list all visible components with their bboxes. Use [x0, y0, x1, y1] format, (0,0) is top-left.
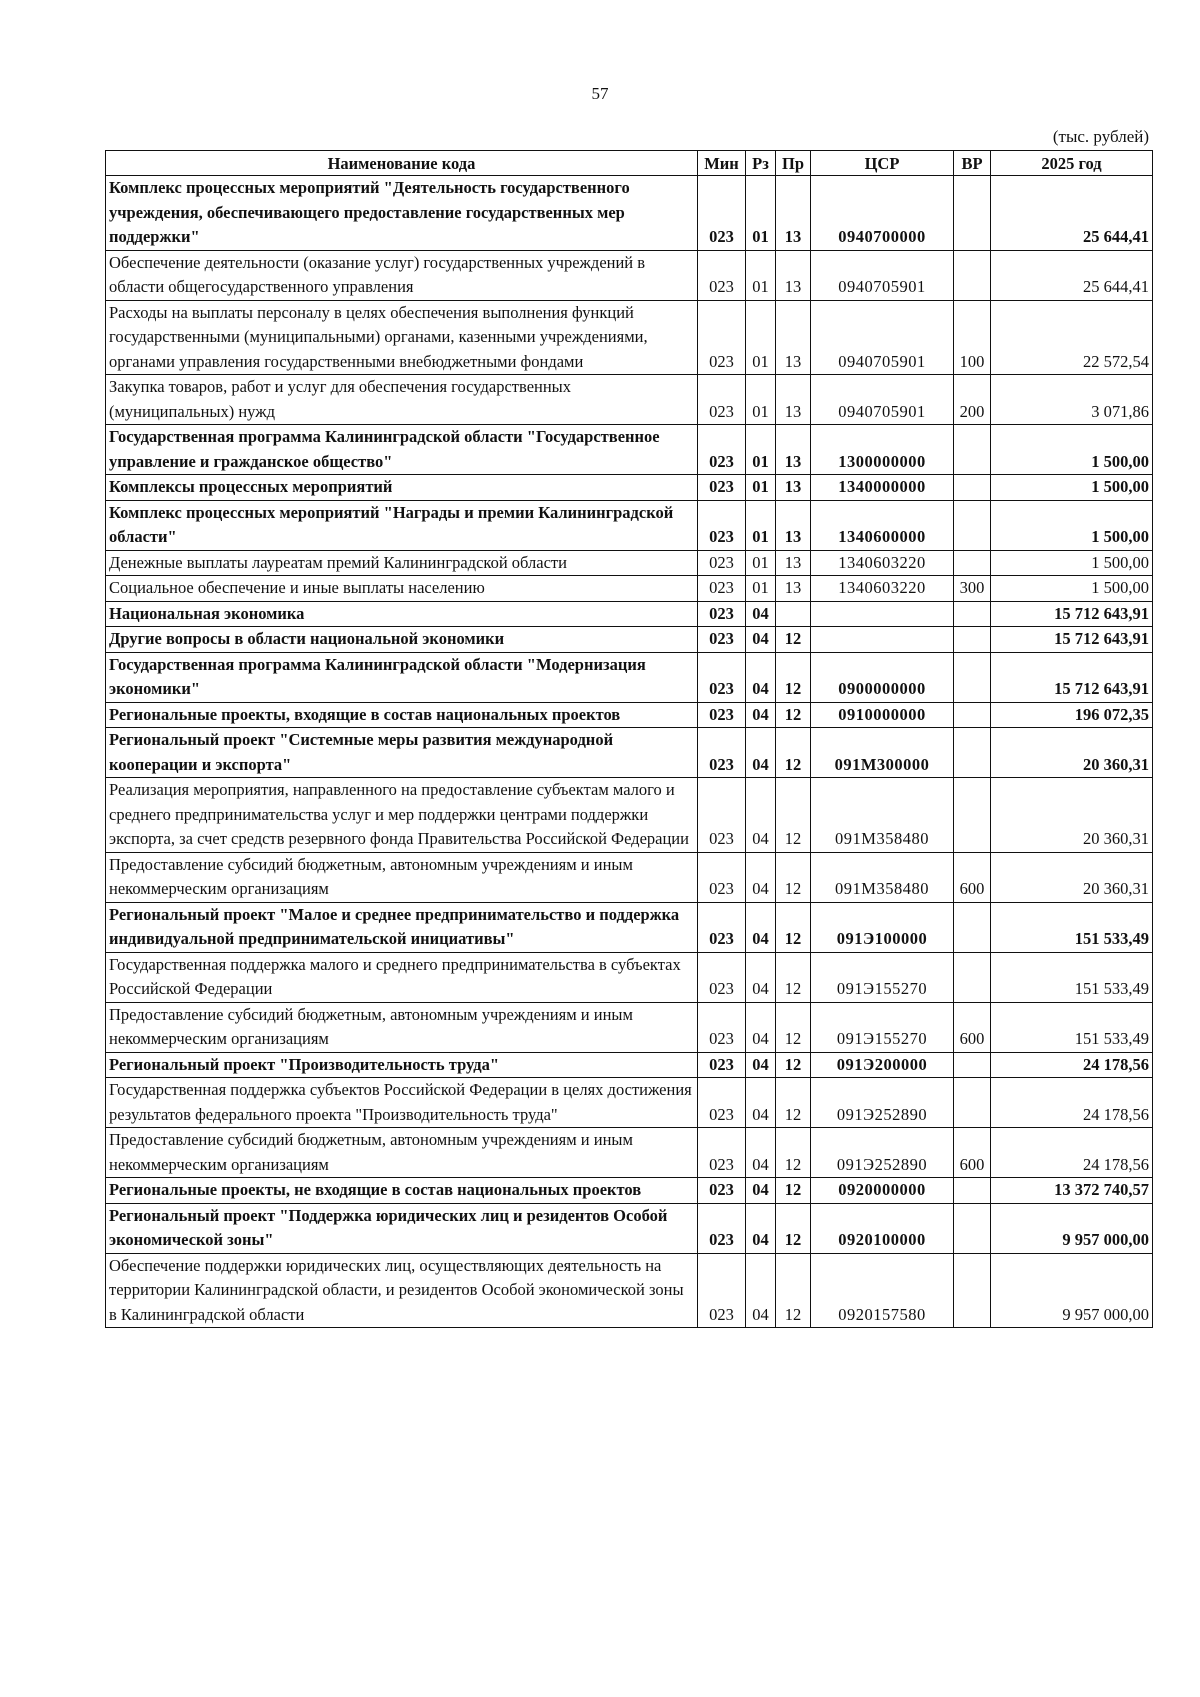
row-pr: 12 — [776, 1128, 811, 1178]
row-rz: 04 — [746, 902, 776, 952]
row-min: 023 — [698, 627, 746, 653]
row-name: Региональный проект "Производительность труда" — [106, 1052, 698, 1078]
row-name: Национальная экономика — [106, 601, 698, 627]
row-min: 023 — [698, 576, 746, 602]
row-vr: 100 — [954, 300, 991, 375]
row-sum: 24 178,56 — [991, 1128, 1153, 1178]
row-min: 023 — [698, 1253, 746, 1328]
row-min: 023 — [698, 728, 746, 778]
row-rz: 01 — [746, 250, 776, 300]
row-sum: 24 178,56 — [991, 1078, 1153, 1128]
row-pr: 12 — [776, 627, 811, 653]
row-sum: 15 712 643,91 — [991, 627, 1153, 653]
row-vr — [954, 176, 991, 251]
row-rz: 04 — [746, 1178, 776, 1204]
row-pr: 12 — [776, 652, 811, 702]
row-min: 023 — [698, 1203, 746, 1253]
row-csr — [811, 601, 954, 627]
row-csr: 091Э200000 — [811, 1052, 954, 1078]
row-pr: 13 — [776, 300, 811, 375]
row-name: Государственная программа Калининградской области "Государственное управление и гражданское общество" — [106, 425, 698, 475]
row-name: Государственная программа Калининградской области "Модернизация экономики" — [106, 652, 698, 702]
table-row — [106, 300, 1153, 375]
row-name: Комплекс процессных мероприятий "Награды и премии Калининградской области" — [106, 500, 698, 550]
row-min: 023 — [698, 652, 746, 702]
row-rz: 04 — [746, 852, 776, 902]
row-pr: 13 — [776, 576, 811, 602]
row-vr — [954, 1203, 991, 1253]
table-row — [106, 500, 1153, 550]
row-min: 023 — [698, 300, 746, 375]
table-row — [106, 902, 1153, 952]
row-rz: 01 — [746, 475, 776, 501]
row-rz: 04 — [746, 728, 776, 778]
row-sum: 1 500,00 — [991, 475, 1153, 501]
row-min: 023 — [698, 702, 746, 728]
row-vr — [954, 1178, 991, 1204]
row-csr: 0940705901 — [811, 375, 954, 425]
row-pr: 12 — [776, 1253, 811, 1328]
row-pr: 12 — [776, 702, 811, 728]
row-sum: 9 957 000,00 — [991, 1253, 1153, 1328]
row-rz: 04 — [746, 702, 776, 728]
row-pr: 12 — [776, 1052, 811, 1078]
row-name: Предоставление субсидий бюджетным, автономным учреждениям и иным некоммерческим организациям — [106, 1128, 698, 1178]
row-rz: 01 — [746, 500, 776, 550]
row-name: Региональный проект "Системные меры развития международной кооперации и экспорта" — [106, 728, 698, 778]
row-sum: 25 644,41 — [991, 250, 1153, 300]
table-row — [106, 375, 1153, 425]
table-row — [106, 475, 1153, 501]
row-csr: 1340600000 — [811, 500, 954, 550]
row-rz: 01 — [746, 176, 776, 251]
row-vr: 600 — [954, 1128, 991, 1178]
row-sum: 15 712 643,91 — [991, 601, 1153, 627]
row-sum: 9 957 000,00 — [991, 1203, 1153, 1253]
row-min: 023 — [698, 1052, 746, 1078]
row-rz: 04 — [746, 1128, 776, 1178]
row-name: Комплекс процессных мероприятий "Деятельность государственного учреждения, обеспечивающего предоставление государственных мер поддержки" — [106, 176, 698, 251]
row-pr: 12 — [776, 852, 811, 902]
row-sum: 151 533,49 — [991, 952, 1153, 1002]
row-vr — [954, 250, 991, 300]
row-vr: 600 — [954, 852, 991, 902]
table-row — [106, 1178, 1153, 1204]
row-pr: 13 — [776, 550, 811, 576]
table-row — [106, 728, 1153, 778]
row-csr: 091Э155270 — [811, 1002, 954, 1052]
budget-table — [105, 150, 1153, 1328]
row-rz: 04 — [746, 1002, 776, 1052]
row-sum: 24 178,56 — [991, 1052, 1153, 1078]
row-pr: 12 — [776, 1078, 811, 1128]
row-pr: 12 — [776, 1002, 811, 1052]
table-row — [106, 576, 1153, 602]
row-rz: 04 — [746, 1052, 776, 1078]
header-pr: Пр — [776, 151, 811, 176]
row-sum: 20 360,31 — [991, 852, 1153, 902]
row-pr: 13 — [776, 425, 811, 475]
table-row — [106, 1203, 1153, 1253]
row-pr: 13 — [776, 475, 811, 501]
row-rz: 01 — [746, 375, 776, 425]
row-vr — [954, 1078, 991, 1128]
row-name: Региональный проект "Малое и среднее предпринимательство и поддержка индивидуальной предпринимательской инициативы" — [106, 902, 698, 952]
table-row — [106, 550, 1153, 576]
row-csr: 091Э252890 — [811, 1128, 954, 1178]
row-pr — [776, 601, 811, 627]
row-rz: 04 — [746, 1078, 776, 1128]
row-vr — [954, 1052, 991, 1078]
row-min: 023 — [698, 375, 746, 425]
row-sum: 20 360,31 — [991, 778, 1153, 853]
header-csr: ЦСР — [811, 151, 954, 176]
row-csr: 0920000000 — [811, 1178, 954, 1204]
row-csr: 091Э252890 — [811, 1078, 954, 1128]
row-csr: 1340000000 — [811, 475, 954, 501]
row-vr — [954, 728, 991, 778]
table-header-row — [106, 151, 1153, 176]
row-csr: 0940705901 — [811, 300, 954, 375]
table-row — [106, 1052, 1153, 1078]
row-sum: 13 372 740,57 — [991, 1178, 1153, 1204]
row-csr: 0920100000 — [811, 1203, 954, 1253]
row-rz: 04 — [746, 601, 776, 627]
row-vr: 600 — [954, 1002, 991, 1052]
row-min: 023 — [698, 250, 746, 300]
row-csr: 0910000000 — [811, 702, 954, 728]
row-min: 023 — [698, 550, 746, 576]
row-name: Государственная поддержка субъектов Российской Федерации в целях достижения результатов федерального проекта "Производительность труда" — [106, 1078, 698, 1128]
row-csr: 091М358480 — [811, 852, 954, 902]
row-csr — [811, 627, 954, 653]
row-pr: 12 — [776, 1203, 811, 1253]
header-name: Наименование кода — [106, 151, 698, 176]
row-sum: 1 500,00 — [991, 425, 1153, 475]
row-sum: 1 500,00 — [991, 500, 1153, 550]
row-pr: 13 — [776, 176, 811, 251]
row-rz: 01 — [746, 550, 776, 576]
row-name: Предоставление субсидий бюджетным, автономным учреждениям и иным некоммерческим организациям — [106, 1002, 698, 1052]
row-rz: 04 — [746, 952, 776, 1002]
table-row — [106, 852, 1153, 902]
row-rz: 01 — [746, 300, 776, 375]
table-row — [106, 652, 1153, 702]
table-body — [106, 176, 1153, 1328]
row-name: Комплексы процессных мероприятий — [106, 475, 698, 501]
row-vr — [954, 627, 991, 653]
row-pr: 13 — [776, 375, 811, 425]
row-csr: 1300000000 — [811, 425, 954, 475]
row-pr: 12 — [776, 778, 811, 853]
table-row — [106, 627, 1153, 653]
row-vr — [954, 500, 991, 550]
row-csr: 091М300000 — [811, 728, 954, 778]
row-min: 023 — [698, 1078, 746, 1128]
header-year: 2025 год — [991, 151, 1153, 176]
row-sum: 1 500,00 — [991, 550, 1153, 576]
row-min: 023 — [698, 1178, 746, 1204]
units-note: (тыс. рублей) — [1052, 127, 1149, 146]
row-sum: 1 500,00 — [991, 576, 1153, 602]
row-vr — [954, 652, 991, 702]
row-vr — [954, 778, 991, 853]
row-sum: 15 712 643,91 — [991, 652, 1153, 702]
row-sum: 151 533,49 — [991, 1002, 1153, 1052]
row-rz: 04 — [746, 778, 776, 853]
row-sum: 151 533,49 — [991, 902, 1153, 952]
row-name: Обеспечение поддержки юридических лиц, осуществляющих деятельность на территории Калининградской области, и резидентов Особой экономической зоны в Калининградской области — [106, 1253, 698, 1328]
row-name: Социальное обеспечение и иные выплаты населению — [106, 576, 698, 602]
table-row — [106, 601, 1153, 627]
row-rz: 01 — [746, 425, 776, 475]
row-min: 023 — [698, 902, 746, 952]
row-min: 023 — [698, 1002, 746, 1052]
row-name: Другие вопросы в области национальной экономики — [106, 627, 698, 653]
row-name: Региональные проекты, входящие в состав национальных проектов — [106, 702, 698, 728]
row-csr: 091Э155270 — [811, 952, 954, 1002]
row-rz: 04 — [746, 1253, 776, 1328]
row-pr: 12 — [776, 1178, 811, 1204]
row-rz: 04 — [746, 627, 776, 653]
row-min: 023 — [698, 601, 746, 627]
row-csr: 0940700000 — [811, 176, 954, 251]
row-csr: 1340603220 — [811, 576, 954, 602]
row-rz: 04 — [746, 652, 776, 702]
row-pr: 12 — [776, 728, 811, 778]
table-row — [106, 952, 1153, 1002]
row-min: 023 — [698, 1128, 746, 1178]
row-vr — [954, 902, 991, 952]
row-pr: 12 — [776, 952, 811, 1002]
table-row — [106, 250, 1153, 300]
row-sum: 25 644,41 — [991, 176, 1153, 251]
row-min: 023 — [698, 778, 746, 853]
row-vr — [954, 1253, 991, 1328]
row-min: 023 — [698, 852, 746, 902]
row-rz: 01 — [746, 576, 776, 602]
table-row — [106, 1002, 1153, 1052]
row-min: 023 — [698, 952, 746, 1002]
row-rz: 04 — [746, 1203, 776, 1253]
row-pr: 13 — [776, 500, 811, 550]
header-vr: ВР — [954, 151, 991, 176]
row-vr — [954, 952, 991, 1002]
row-csr: 0940705901 — [811, 250, 954, 300]
row-min: 023 — [698, 475, 746, 501]
row-vr: 200 — [954, 375, 991, 425]
row-vr — [954, 702, 991, 728]
row-min: 023 — [698, 500, 746, 550]
row-sum: 20 360,31 — [991, 728, 1153, 778]
table-row — [106, 176, 1153, 251]
table-row — [106, 1128, 1153, 1178]
row-sum: 3 071,86 — [991, 375, 1153, 425]
row-pr: 13 — [776, 250, 811, 300]
row-min: 023 — [698, 176, 746, 251]
header-min: Мин — [698, 151, 746, 176]
row-sum: 22 572,54 — [991, 300, 1153, 375]
row-name: Государственная поддержка малого и среднего предпринимательства в субъектах Российской Федерации — [106, 952, 698, 1002]
table-row — [106, 702, 1153, 728]
row-csr: 1340603220 — [811, 550, 954, 576]
row-name: Реализация мероприятия, направленного на предоставление субъектам малого и среднего предпринимательства услуг и мер поддержки центрами поддержки экспорта, за счет средств резервного фонда Правительства Российской Федерации — [106, 778, 698, 853]
table-row — [106, 778, 1153, 853]
row-name: Предоставление субсидий бюджетным, автономным учреждениям и иным некоммерческим организациям — [106, 852, 698, 902]
row-csr: 0920157580 — [811, 1253, 954, 1328]
row-name: Региональный проект "Поддержка юридических лиц и резидентов Особой экономической зоны" — [106, 1203, 698, 1253]
page-number: 57 — [591, 84, 609, 103]
table-row — [106, 1078, 1153, 1128]
row-csr: 091Э100000 — [811, 902, 954, 952]
table-row — [106, 1253, 1153, 1328]
row-vr — [954, 425, 991, 475]
row-csr: 0900000000 — [811, 652, 954, 702]
row-csr: 091М358480 — [811, 778, 954, 853]
row-vr: 300 — [954, 576, 991, 602]
row-pr: 12 — [776, 902, 811, 952]
row-name: Обеспечение деятельности (оказание услуг) государственных учреждений в области общегосударственного управления — [106, 250, 698, 300]
row-name: Денежные выплаты лауреатам премий Калининградской области — [106, 550, 698, 576]
header-rz: Рз — [746, 151, 776, 176]
row-min: 023 — [698, 425, 746, 475]
table-row — [106, 425, 1153, 475]
row-name: Региональные проекты, не входящие в состав национальных проектов — [106, 1178, 698, 1204]
row-name: Закупка товаров, работ и услуг для обеспечения государственных (муниципальных) нужд — [106, 375, 698, 425]
row-vr — [954, 601, 991, 627]
row-name: Расходы на выплаты персоналу в целях обеспечения выполнения функций государственными (муниципальными) органами, казенными учреждениями, органами управления государственными внебюджетными фондами — [106, 300, 698, 375]
row-vr — [954, 550, 991, 576]
row-sum: 196 072,35 — [991, 702, 1153, 728]
row-vr — [954, 475, 991, 501]
